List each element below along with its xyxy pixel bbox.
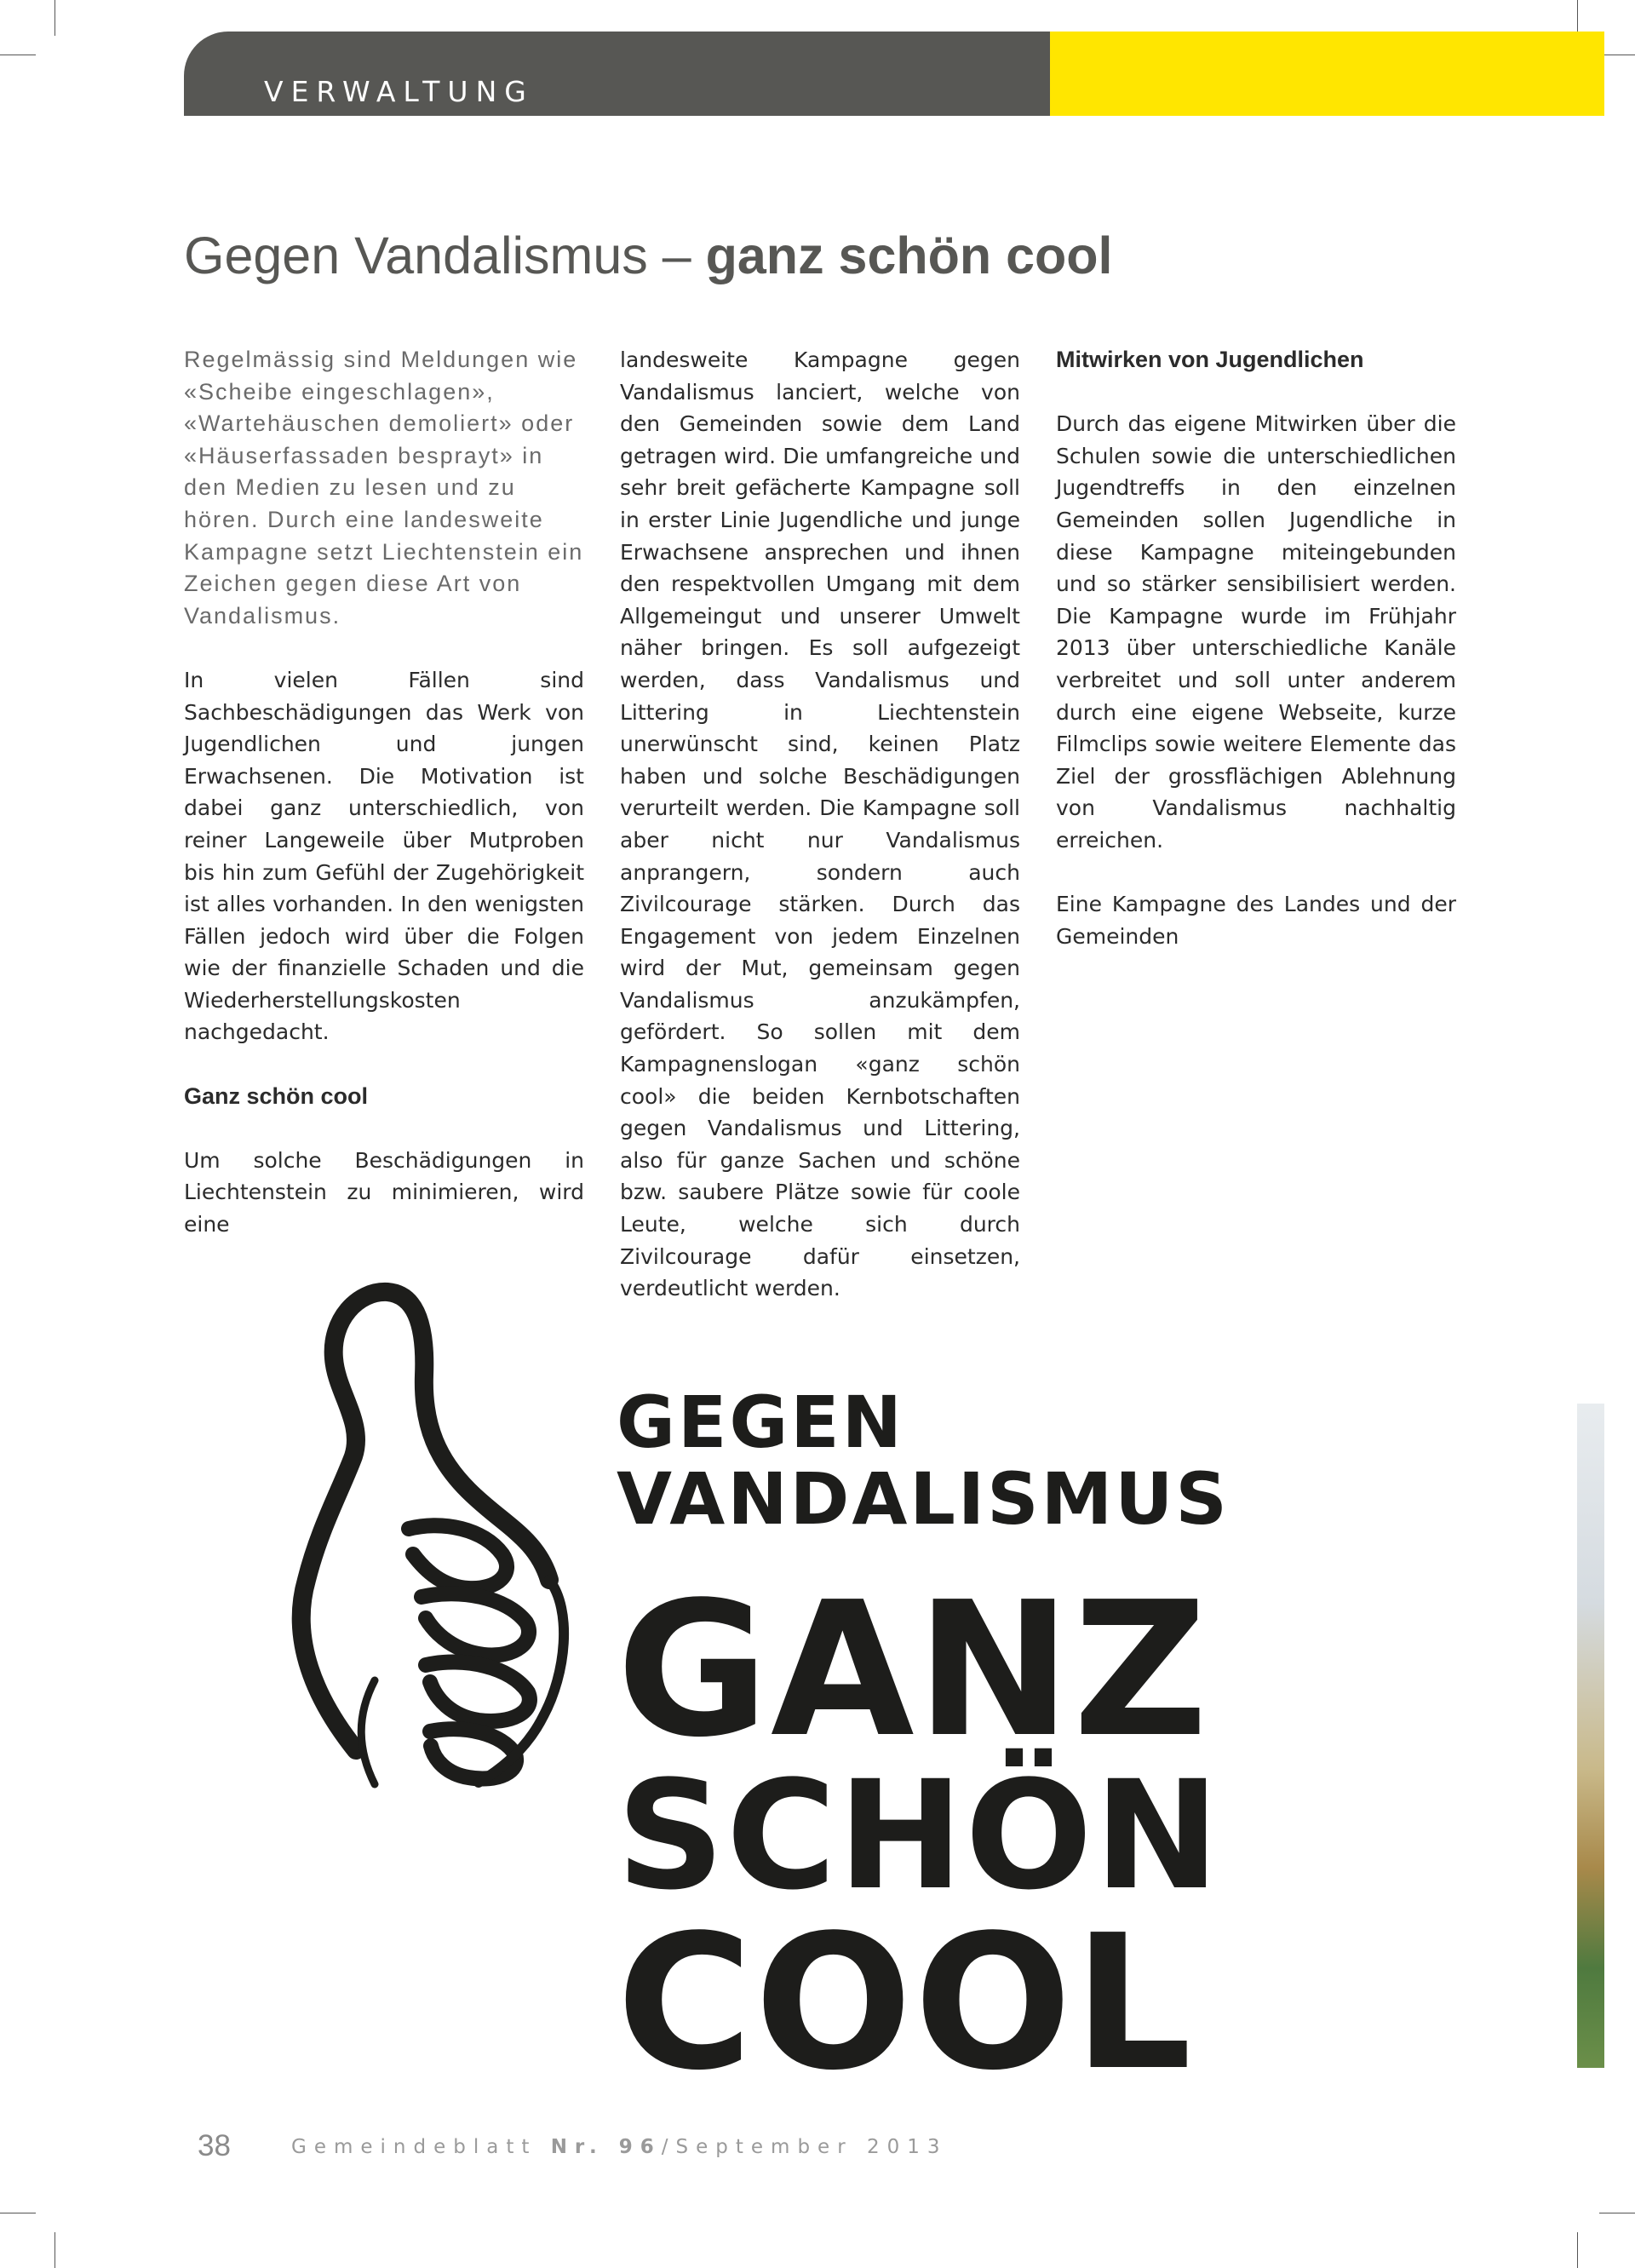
article-paragraph: Eine Kampagne des Landes und der Gemeinden: [1056, 892, 1456, 949]
article-paragraph: Durch das eigene Mitwirken über die Schulen sowie die unterschiedlichen Jugendtreffs in den einzelnen Gemeinden sollen Jugendliche in diese Kampagne miteingebunden und so stärker sensibilisiert werden. Die Kampagne wurde im Frühjahr 2013 über unterschiedliche Kanäle verbreitet und soll unter anderem durch eine eigene Webseite, kurze Filmclips sowie weitere Elemente das Ziel der grossflächigen Ablehnung von Vandalismus nachhaltig erreichen.: [1056, 411, 1456, 853]
publication-footer: [291, 2134, 948, 2160]
article-column-3: [1056, 344, 1456, 985]
logo-line-schoen: SCHÖN: [617, 1748, 1222, 1923]
logo-line-cool: COOL: [617, 1896, 1194, 2111]
article-paragraph: In vielen Fällen sind Sachbeschädigungen das Werk von Jugendlichen und jungen Erwachsenen. Die Motivation ist dabei ganz unterschiedlich, von reiner Langeweile über Mutproben bis hin zum Gefühl der Zugehörigkeit ist alles vorhanden. In den wenigsten Fällen jedoch wird über die Folgen wie der finanzielle Schaden und die Wiederherstellungskosten nachgedacht.: [184, 667, 584, 1045]
footer-issue-date: /September 2013: [661, 2136, 948, 2158]
article-subheading: Mitwirken von Jugendlichen: [1056, 347, 1364, 372]
article-paragraph: Um solche Beschädigungen in Liechtenstein zu minimieren, wird eine: [184, 1147, 584, 1237]
crop-mark: [54, 0, 55, 36]
logo-line-vandalismus: VANDALISMUS: [617, 1457, 1230, 1541]
section-label: VERWALTUNG: [264, 75, 534, 108]
article-subheading: Ganz schön cool: [184, 1082, 369, 1109]
thumbs-up-icon: [255, 1273, 588, 1835]
footer-publication: Gemeindeblatt: [291, 2136, 551, 2158]
article-title-bold: ganz schön cool: [705, 227, 1113, 284]
section-header-accent: [1050, 32, 1604, 116]
article-column-1: [184, 344, 584, 1272]
crop-mark: [1577, 0, 1578, 36]
article-title: [184, 223, 1461, 288]
crop-mark: [1577, 2232, 1578, 2268]
article-column-2: [620, 344, 1020, 1336]
article-title-regular: Gegen Vandalismus –: [184, 227, 706, 284]
article-lead: Regelmässig sind Meldungen wie «Scheibe eingeschlagen», «Wartehäuschen demoliert» oder «Häuserfassaden besprayt» in den Medien zu lesen und zu hören. Durch eine landesweite Kampagne setzt Liechtenstein ein Zeichen gegen diese Art von Vandalismus.: [184, 347, 584, 629]
article-paragraph: landesweite Kampagne gegen Vandalismus lanciert, welche von den Gemeinden sowie dem Land getragen wird. Die umfangreiche und sehr breit gefächerte Kampagne soll in erster Linie Jugendliche und junge Erwachsene ansprechen und ihnen den respektvollen Umgang mit dem Allgemeingut und unserer Umwelt näher bringen. Es soll aufgezeigt werden, dass Vandalismus und Littering in Liechtenstein unerwünscht sind, keinen Platz haben und solche Beschädigungen verurteilt werden. Die Kampagne soll aber nicht nur Vandalismus anprangern, sondern auch Zivilcourage stärken. Durch das Engagement von jedem Einzelnen wird der Mut, gemeinsam gegen Vandalismus anzukämpfen, gefördert. So sollen mit dem Kampagnenslogan «ganz schön cool» die beiden Kernbotschaften gegen Vandalismus und Littering, also für ganze Sachen und schöne bzw. saubere Plätze sowie für coole Leute, welche sich durch Zivilcourage dafür einsetzen, verdeutlicht werden.: [620, 347, 1020, 1301]
footer-issue-number: Nr. 96: [550, 2136, 662, 2158]
crop-mark: [54, 2232, 55, 2268]
logo-line-ganz: GANZ: [617, 1563, 1210, 1778]
logo-line-gegen: GEGEN: [617, 1381, 904, 1464]
side-photo-strip: [1577, 1404, 1604, 2068]
page-number: 38: [198, 2129, 231, 2162]
